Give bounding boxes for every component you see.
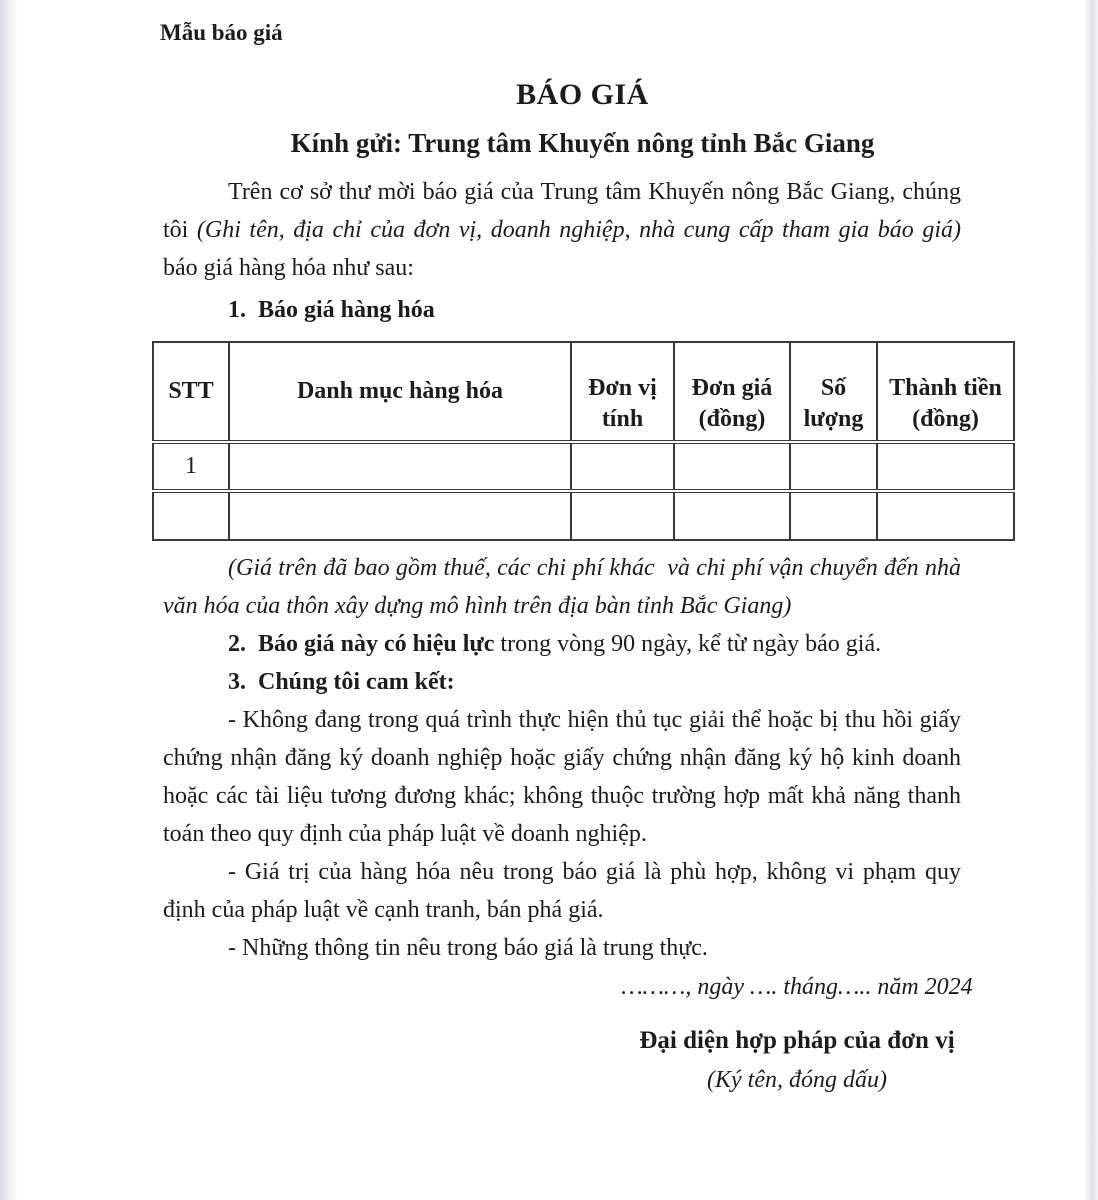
date-line: ………, ngày …. tháng….. năm 2024 [621, 974, 973, 1000]
scan-edge-left [0, 0, 18, 1200]
commitment-1: - Không đang trong quá trình thực hiện thủ tục giải thể hoặc bị thu hồi giấy chứng nhận đăng ký doanh nghiệp hoặc giấy chứng nhận đăng ký hộ kinh doanh hoặc các tài liệu tương đương khác; không thuộc trường hợp mất khả năng thanh toán theo quy định của pháp luật về doanh nghiệp. [163, 707, 961, 847]
intro-paragraph [163, 173, 961, 287]
table-row-2 [153, 491, 1014, 540]
cell-quantity [790, 442, 877, 491]
cell-unit [571, 442, 674, 491]
form-type-label: Mẫu báo giá [160, 20, 283, 45]
col-header-unit-price: Đơn giá (đồng) [674, 342, 790, 442]
signature-note: (Ký tên, đóng dấu) [707, 1067, 887, 1093]
quotation-table [152, 341, 1015, 541]
col-header-unit: Đơn vị tính [571, 342, 674, 442]
signature-title: Đại diện hợp pháp của đơn vị [639, 1027, 955, 1054]
cell-stt [153, 491, 229, 540]
section-1-heading: 1. Báo giá hàng hóa [228, 297, 435, 323]
cell-item [229, 491, 571, 540]
col-header-total: Thành tiền (đồng) [877, 342, 1014, 442]
cell-total [877, 442, 1014, 491]
document-page [152, 0, 1013, 1097]
intro-text-tail: báo giá hàng hóa như sau: [163, 255, 414, 281]
col-header-item: Danh mục hàng hóa [229, 342, 571, 442]
section-2-line [163, 625, 961, 663]
col-header-stt: STT [153, 342, 229, 442]
table-header-row [153, 342, 1014, 442]
table-note: (Giá trên đã bao gồm thuế, các chi phí khác và chi phí vận chuyển đến nhà văn hóa của thôn xây dựng mô hình trên địa bàn tỉnh Bắc Giang) [163, 555, 961, 619]
section-3-heading: 3. Chúng tôi cam kết: [228, 669, 455, 695]
col-header-quantity: Số lượng [790, 342, 877, 442]
cell-unit-price [674, 491, 790, 540]
cell-unit-price [674, 442, 790, 491]
cell-item [229, 442, 571, 491]
recipient-line: Kính gửi: Trung tâm Khuyến nông tỉnh Bắc Giang [290, 128, 875, 158]
commitment-3: - Những thông tin nêu trong báo giá là trung thực. [228, 935, 708, 961]
cell-quantity [790, 491, 877, 540]
section-2-heading: 2. Báo giá này có hiệu lực [228, 631, 495, 657]
intro-text-parenthetical: (Ghi tên, địa chỉ của đơn vị, doanh nghiệp, nhà cung cấp tham gia báo giá) [196, 217, 961, 243]
cell-unit [571, 491, 674, 540]
signature-block [581, 967, 1013, 1097]
section-2-text: trong vòng 90 ngày, kể từ ngày báo giá. [494, 631, 882, 657]
scan-edge-right [1084, 0, 1098, 1200]
intro-text-lead: Trên cơ sở thư mời báo giá của Trung tâm Khuyến nông Bắc Giang, chúng tôi [163, 179, 961, 243]
document-title: BÁO GIÁ [516, 78, 649, 111]
table-row-1 [153, 442, 1014, 491]
commitment-2: - Giá trị của hàng hóa nêu trong báo giá là phù hợp, không vi phạm quy định của pháp luật về cạnh tranh, bán phá giá. [163, 859, 961, 923]
cell-total [877, 491, 1014, 540]
cell-stt: 1 [153, 442, 229, 491]
